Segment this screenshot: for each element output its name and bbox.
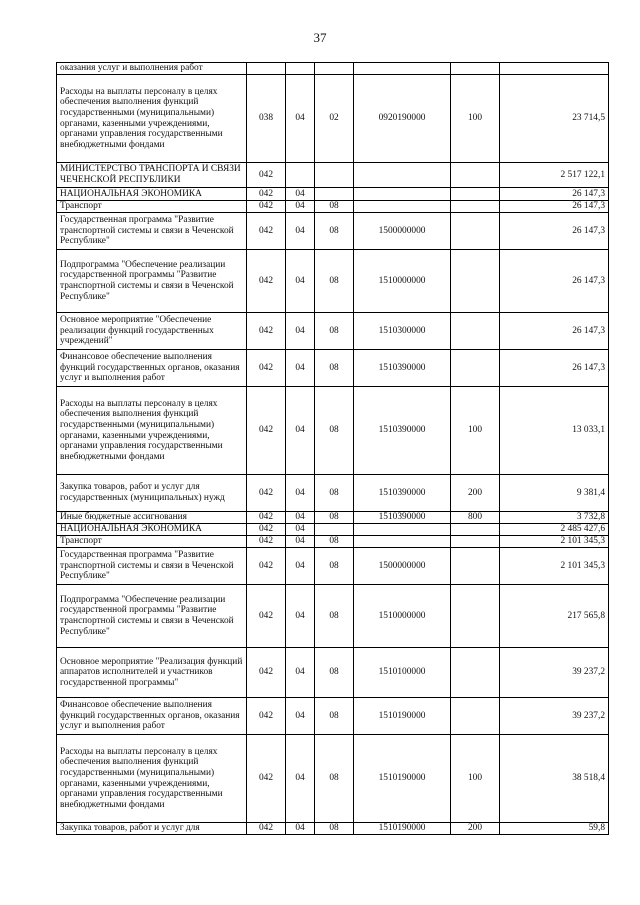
cell-vr — [451, 63, 500, 75]
cell-sub: 08 — [315, 585, 354, 648]
cell-code: 042 — [247, 475, 286, 512]
cell-vr — [451, 524, 500, 536]
cell-sec: 04 — [286, 698, 315, 735]
cell-csr: 1510190000 — [354, 823, 451, 835]
cell-vr: 100 — [451, 387, 500, 475]
cell-name: Закупка товаров, работ и услуг для — [57, 823, 247, 835]
cell-sum: 23 714,5 — [500, 75, 609, 163]
cell-sum: 13 033,1 — [500, 387, 609, 475]
cell-code: 042 — [247, 250, 286, 313]
cell-sub — [315, 188, 354, 201]
cell-name: Подпрограмма "Обеспечение реализации государственной программы "Развитие транспортной системы и связи в Чеченской Республике" — [57, 585, 247, 648]
cell-sub: 08 — [315, 823, 354, 835]
table-row — [57, 250, 609, 313]
cell-sum: 3 732,8 — [500, 512, 609, 524]
table-row — [57, 163, 609, 188]
table-row — [57, 63, 609, 75]
cell-sec: 04 — [286, 201, 315, 213]
cell-sum: 39 237,2 — [500, 698, 609, 735]
cell-code: 042 — [247, 387, 286, 475]
cell-sec: 04 — [286, 213, 315, 250]
cell-code: 042 — [247, 201, 286, 213]
cell-name: МИНИСТЕРСТВО ТРАНСПОРТА И СВЯЗИ ЧЕЧЕНСКОЙ РЕСПУБЛИКИ — [57, 163, 247, 188]
cell-name: Транспорт — [57, 536, 247, 548]
cell-code — [247, 63, 286, 75]
cell-vr — [451, 213, 500, 250]
cell-sec: 04 — [286, 735, 315, 823]
cell-code: 042 — [247, 536, 286, 548]
table-row — [57, 585, 609, 648]
cell-vr — [451, 313, 500, 350]
cell-csr: 1510300000 — [354, 313, 451, 350]
cell-code: 042 — [247, 648, 286, 698]
cell-vr — [451, 698, 500, 735]
cell-csr: 1510390000 — [354, 475, 451, 512]
cell-csr: 1510390000 — [354, 387, 451, 475]
cell-code: 042 — [247, 188, 286, 201]
cell-code: 042 — [247, 512, 286, 524]
cell-sec: 04 — [286, 250, 315, 313]
cell-csr: 1510390000 — [354, 350, 451, 387]
cell-vr: 200 — [451, 475, 500, 512]
cell-vr — [451, 201, 500, 213]
cell-csr: 1500000000 — [354, 213, 451, 250]
cell-sec: 04 — [286, 648, 315, 698]
cell-sub — [315, 163, 354, 188]
cell-csr: 1510000000 — [354, 585, 451, 648]
table-row — [57, 201, 609, 213]
cell-code: 038 — [247, 75, 286, 163]
cell-sub: 08 — [315, 250, 354, 313]
cell-sum: 39 237,2 — [500, 648, 609, 698]
page-number: 37 — [313, 30, 327, 45]
cell-code: 042 — [247, 524, 286, 536]
cell-sum: 26 147,3 — [500, 213, 609, 250]
table-row — [57, 387, 609, 475]
cell-vr: 100 — [451, 735, 500, 823]
cell-sec: 04 — [286, 524, 315, 536]
cell-sec — [286, 163, 315, 188]
cell-csr: 1510000000 — [354, 250, 451, 313]
cell-sec: 04 — [286, 536, 315, 548]
cell-sec: 04 — [286, 823, 315, 835]
cell-csr — [354, 63, 451, 75]
table-row — [57, 735, 609, 823]
cell-vr: 100 — [451, 75, 500, 163]
cell-sum: 38 518,4 — [500, 735, 609, 823]
cell-sec: 04 — [286, 75, 315, 163]
cell-sub: 08 — [315, 313, 354, 350]
table-row — [57, 213, 609, 250]
cell-csr — [354, 536, 451, 548]
cell-name: Финансовое обеспечение выполнения функций государственных органов, оказания услуг и выполнения работ — [57, 698, 247, 735]
cell-name: Финансовое обеспечение выполнения функций государственных органов, оказания услуг и выполнения работ — [57, 350, 247, 387]
cell-vr: 800 — [451, 512, 500, 524]
table-row — [57, 75, 609, 163]
table-row — [57, 698, 609, 735]
table-row — [57, 823, 609, 835]
table-row — [57, 524, 609, 536]
cell-sum: 26 147,3 — [500, 201, 609, 213]
table-row — [57, 475, 609, 512]
cell-sec — [286, 63, 315, 75]
cell-vr — [451, 163, 500, 188]
cell-vr — [451, 548, 500, 585]
cell-code: 042 — [247, 823, 286, 835]
cell-csr: 1510100000 — [354, 648, 451, 698]
cell-sub: 08 — [315, 350, 354, 387]
cell-sub: 08 — [315, 213, 354, 250]
cell-sub — [315, 63, 354, 75]
cell-sub: 02 — [315, 75, 354, 163]
table-row — [57, 536, 609, 548]
cell-name: оказания услуг и выполнения работ — [57, 63, 247, 75]
cell-csr: 1510190000 — [354, 735, 451, 823]
cell-code: 042 — [247, 213, 286, 250]
cell-csr: 1510390000 — [354, 512, 451, 524]
cell-sec: 04 — [286, 313, 315, 350]
cell-sec: 04 — [286, 548, 315, 585]
table-row — [57, 548, 609, 585]
cell-sec: 04 — [286, 188, 315, 201]
cell-name: Расходы на выплаты персоналу в целях обеспечения выполнения функций государственными (муниципальными) органами, казенными учреждениями, органами управления государственными внебюджетными фондами — [57, 75, 247, 163]
cell-csr — [354, 524, 451, 536]
cell-sec: 04 — [286, 350, 315, 387]
cell-vr — [451, 250, 500, 313]
cell-sum: 26 147,3 — [500, 250, 609, 313]
cell-name: НАЦИОНАЛЬНАЯ ЭКОНОМИКА — [57, 524, 247, 536]
cell-name: Расходы на выплаты персоналу в целях обеспечения выполнения функций государственными (муниципальными) органами, казенными учреждениями, органами управления государственными внебюджетными фондами — [57, 735, 247, 823]
cell-code: 042 — [247, 350, 286, 387]
cell-name: Основное мероприятие "Реализация функций аппаратов исполнителей и участников государственной программы" — [57, 648, 247, 698]
cell-sub: 08 — [315, 387, 354, 475]
cell-sum: 26 147,3 — [500, 188, 609, 201]
cell-code: 042 — [247, 163, 286, 188]
cell-sec: 04 — [286, 475, 315, 512]
cell-sum — [500, 63, 609, 75]
cell-csr: 1500000000 — [354, 548, 451, 585]
cell-sub: 08 — [315, 735, 354, 823]
cell-code: 042 — [247, 548, 286, 585]
cell-vr — [451, 188, 500, 201]
cell-name: Подпрограмма "Обеспечение реализации государственной программы "Развитие транспортной системы и связи в Чеченской Республике" — [57, 250, 247, 313]
table-row — [57, 188, 609, 201]
cell-sub: 08 — [315, 698, 354, 735]
cell-code: 042 — [247, 313, 286, 350]
cell-sub — [315, 524, 354, 536]
cell-name: Закупка товаров, работ и услуг для государственных (муниципальных) нужд — [57, 475, 247, 512]
table-row — [57, 512, 609, 524]
budget-table-body — [57, 63, 609, 835]
cell-code: 042 — [247, 698, 286, 735]
cell-sum: 2 517 122,1 — [500, 163, 609, 188]
cell-sec: 04 — [286, 512, 315, 524]
cell-name: Иные бюджетные ассигнования — [57, 512, 247, 524]
cell-sub: 08 — [315, 475, 354, 512]
cell-csr: 1510190000 — [354, 698, 451, 735]
cell-sub: 08 — [315, 201, 354, 213]
cell-vr — [451, 648, 500, 698]
cell-csr — [354, 188, 451, 201]
table-row — [57, 648, 609, 698]
cell-name: Транспорт — [57, 201, 247, 213]
cell-sub: 08 — [315, 648, 354, 698]
cell-sum: 2 101 345,3 — [500, 548, 609, 585]
cell-name: Расходы на выплаты персоналу в целях обеспечения выполнения функций государственными (муниципальными) органами, казенными учреждениями, органами управления государственными внебюджетными фондами — [57, 387, 247, 475]
cell-csr — [354, 201, 451, 213]
cell-vr: 200 — [451, 823, 500, 835]
cell-sum: 2 101 345,3 — [500, 536, 609, 548]
cell-name: Государственная программа "Развитие транспортной системы и связи в Чеченской Республике" — [57, 213, 247, 250]
cell-sum: 26 147,3 — [500, 350, 609, 387]
cell-sub: 08 — [315, 536, 354, 548]
cell-sec: 04 — [286, 387, 315, 475]
cell-sub: 08 — [315, 548, 354, 585]
cell-sub: 08 — [315, 512, 354, 524]
cell-name: Основное мероприятие "Обеспечение реализации функций государственных учреждений" — [57, 313, 247, 350]
cell-sum: 59,8 — [500, 823, 609, 835]
table-row — [57, 313, 609, 350]
cell-code: 042 — [247, 585, 286, 648]
cell-code: 042 — [247, 735, 286, 823]
cell-vr — [451, 350, 500, 387]
cell-name: Государственная программа "Развитие транспортной системы и связи в Чеченской Республике" — [57, 548, 247, 585]
cell-csr — [354, 163, 451, 188]
cell-vr — [451, 585, 500, 648]
cell-sum: 9 381,4 — [500, 475, 609, 512]
cell-csr: 0920190000 — [354, 75, 451, 163]
cell-sum: 217 565,8 — [500, 585, 609, 648]
cell-vr — [451, 536, 500, 548]
cell-sum: 2 485 427,6 — [500, 524, 609, 536]
cell-sum: 26 147,3 — [500, 313, 609, 350]
cell-sec: 04 — [286, 585, 315, 648]
budget-table — [56, 62, 609, 835]
cell-name: НАЦИОНАЛЬНАЯ ЭКОНОМИКА — [57, 188, 247, 201]
table-row — [57, 350, 609, 387]
